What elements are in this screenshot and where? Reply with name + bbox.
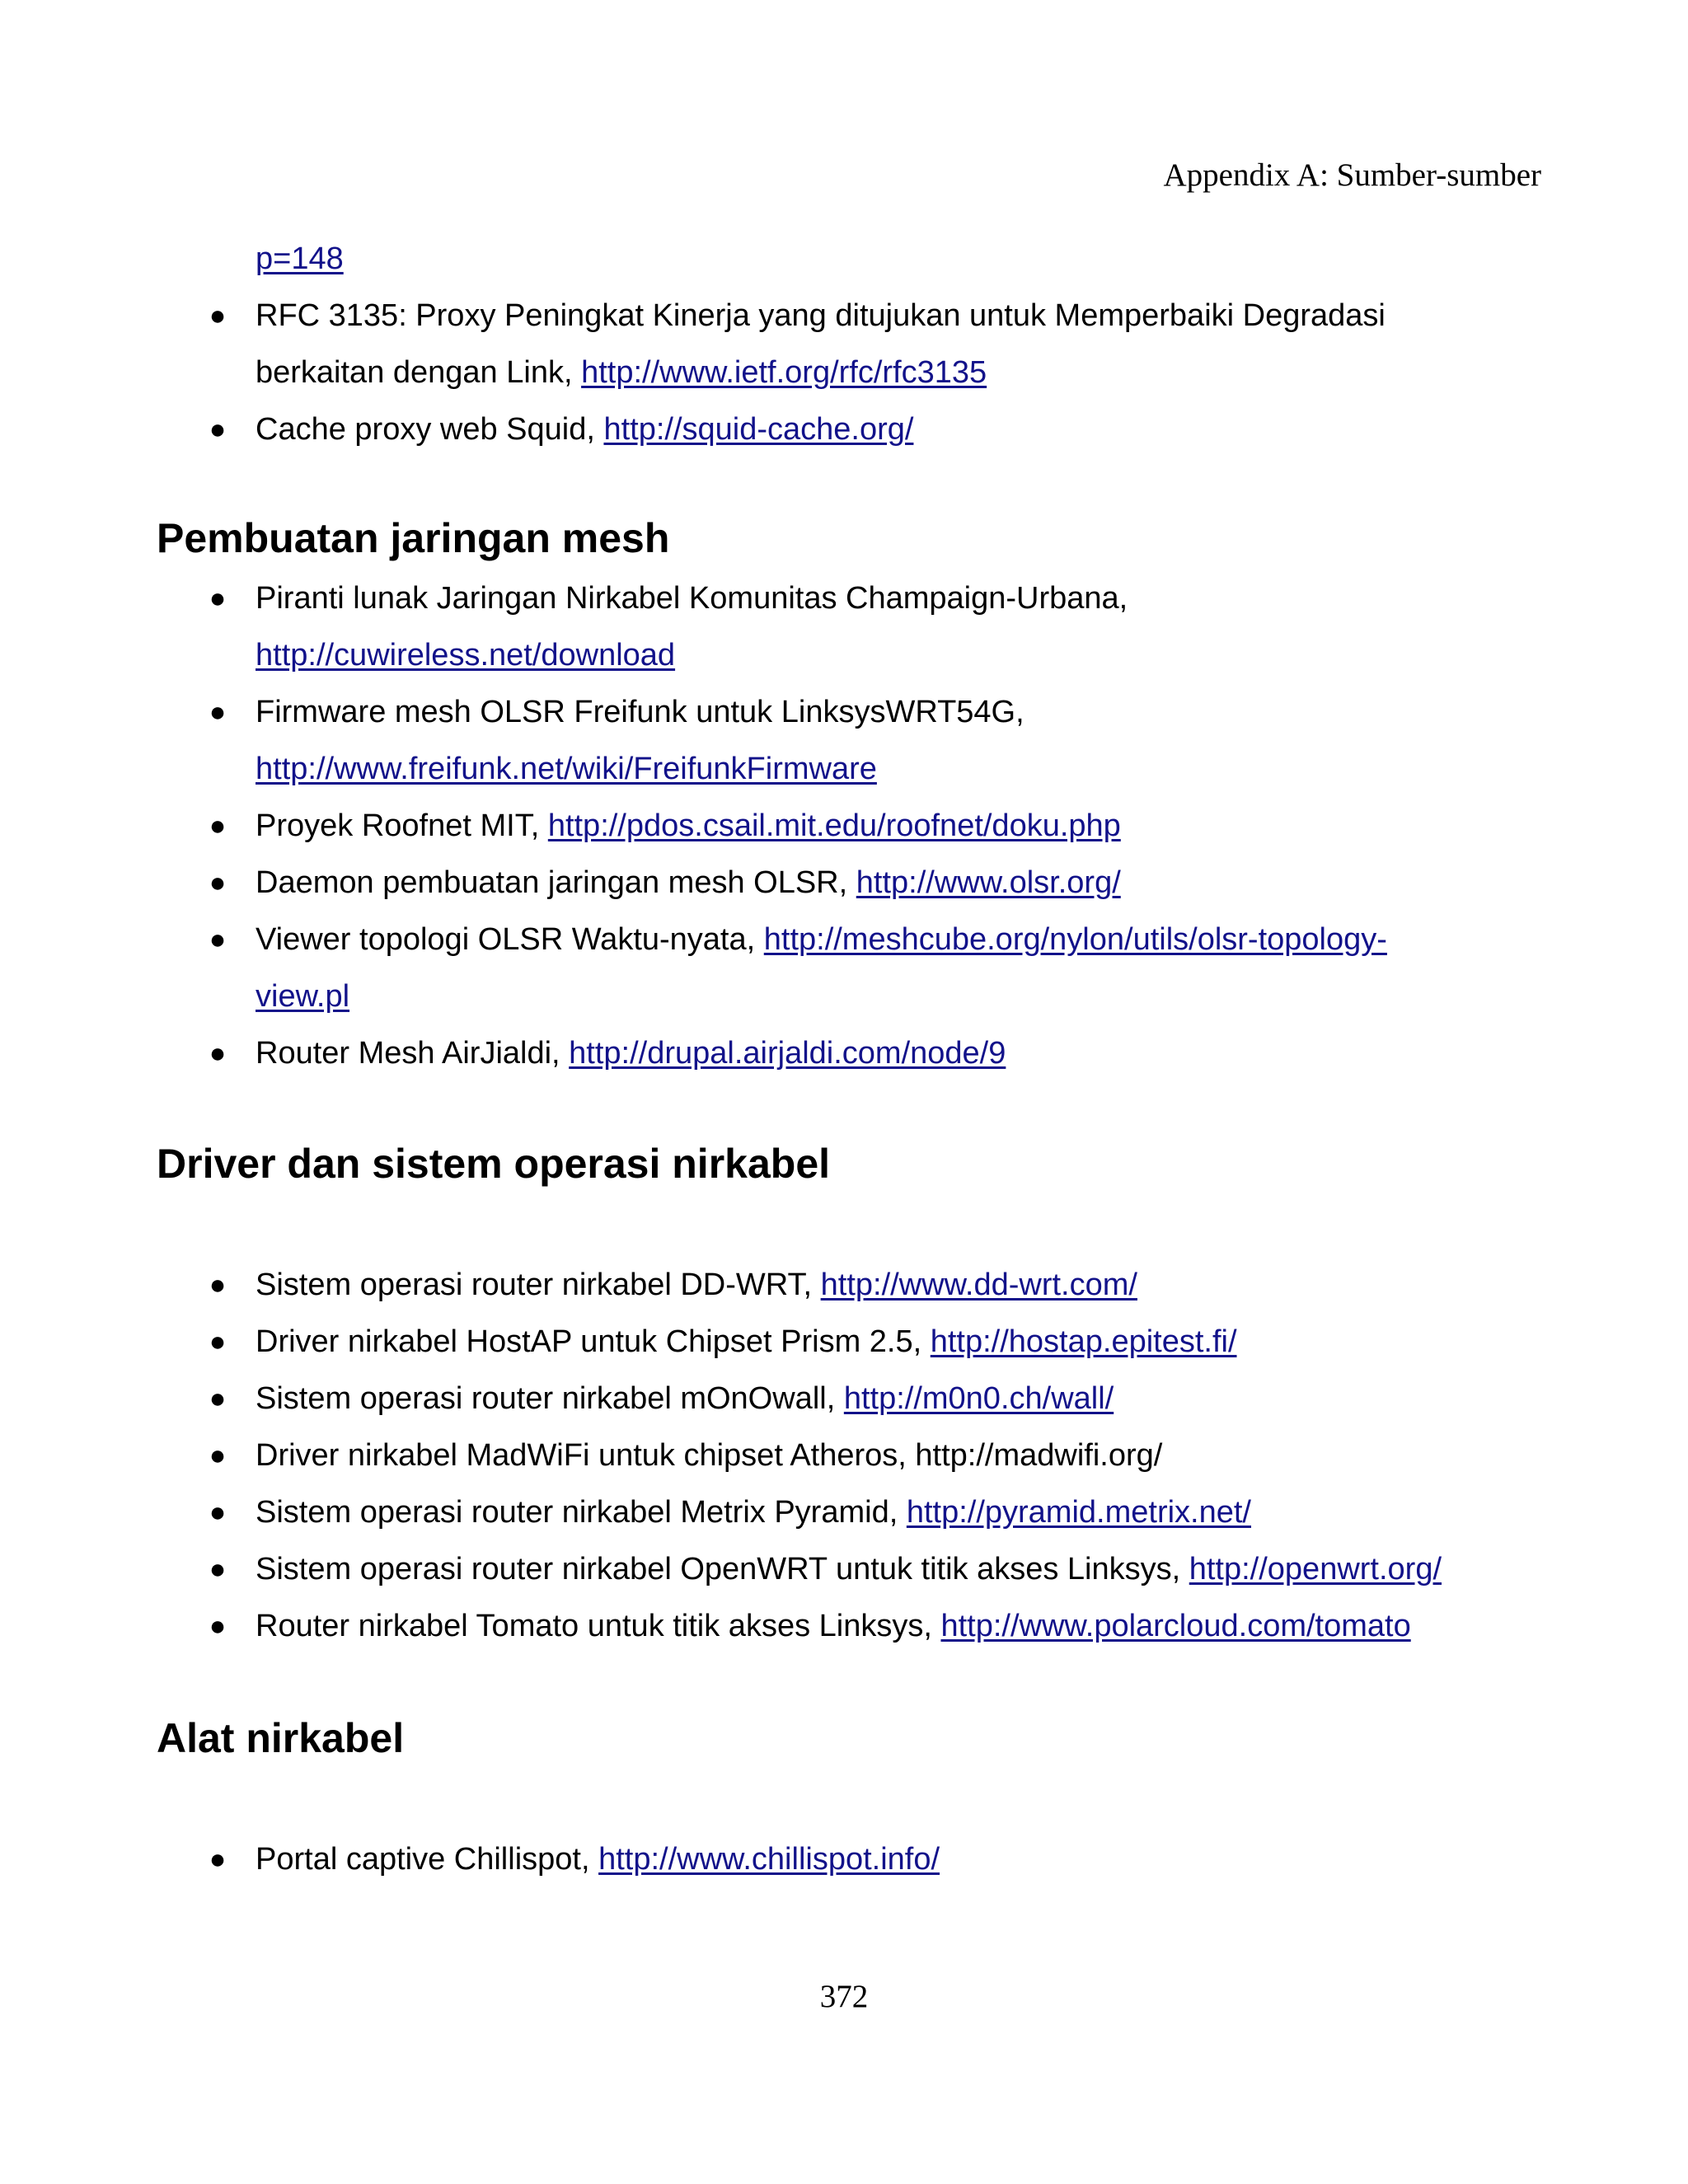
list-item-text: Sistem operasi router nirkabel Metrix Pyramid, [256, 1495, 907, 1530]
hostap-link[interactable]: http://hostap.epitest.fi/ [930, 1324, 1237, 1359]
list-item-continuation [0, 344, 1688, 401]
list-item [0, 1025, 1688, 1082]
list-item-text: Viewer topologi OLSR Waktu-nyata, [256, 922, 764, 957]
section-heading-tools: Alat nirkabel [157, 1715, 405, 1761]
list-item [0, 912, 1688, 968]
bullet-icon: ● [209, 1554, 227, 1585]
list-item [0, 1257, 1688, 1314]
bullet-icon: ● [209, 867, 227, 898]
olsr-link[interactable]: http://www.olsr.org/ [856, 865, 1121, 900]
bullet-icon: ● [209, 583, 227, 614]
list-item-text: Sistem operasi router nirkabel DD-WRT, [256, 1268, 821, 1302]
roofnet-link[interactable]: http://pdos.csail.mit.edu/roofnet/doku.php [547, 808, 1121, 843]
ddwrt-link[interactable]: http://www.dd-wrt.com/ [820, 1268, 1137, 1302]
intro-list [0, 288, 1688, 458]
tomato-link[interactable]: http://www.polarcloud.com/tomato [940, 1609, 1411, 1643]
continued-link-line [0, 231, 1688, 288]
bullet-icon: ● [209, 1038, 227, 1069]
madwifi-url: http://madwifi.org/ [915, 1438, 1163, 1473]
list-item [0, 1314, 1688, 1371]
bullet-icon: ● [209, 1497, 227, 1528]
bullet-icon: ● [209, 414, 227, 445]
bullet-icon: ● [209, 1610, 227, 1642]
pyramid-link[interactable]: http://pyramid.metrix.net/ [906, 1495, 1251, 1530]
list-item [0, 1484, 1688, 1541]
list-item [0, 288, 1688, 344]
bullet-icon: ● [209, 810, 227, 841]
list-item [0, 1541, 1688, 1598]
mesh-list [0, 570, 1688, 1082]
meshcube-link-cont[interactable]: view.pl [256, 979, 350, 1014]
m0n0wall-link[interactable]: http://m0n0.ch/wall/ [843, 1381, 1114, 1416]
list-item-text: berkaitan dengan Link, [256, 355, 582, 390]
list-item-continuation [0, 968, 1688, 1025]
openwrt-link[interactable]: http://openwrt.org/ [1189, 1552, 1442, 1586]
bullet-icon: ● [209, 1383, 227, 1414]
list-item [0, 855, 1688, 912]
list-item-text: Portal captive Chillispot, [256, 1842, 599, 1877]
list-item [0, 1598, 1688, 1655]
list-item-text: Daemon pembuatan jaringan mesh OLSR, [256, 865, 856, 900]
list-item [0, 1427, 1688, 1484]
list-item-text: Firmware mesh OLSR Freifunk untuk LinksysWRT54G, [256, 695, 1025, 729]
chillispot-link[interactable]: http://www.chillispot.info/ [598, 1842, 940, 1877]
list-item [0, 570, 1688, 627]
list-item-text: Router Mesh AirJialdi, [256, 1036, 570, 1071]
bullet-icon: ● [209, 1844, 227, 1875]
continued-link[interactable]: p=148 [256, 241, 344, 276]
page-number: 372 [819, 1979, 869, 2014]
section-heading-mesh: Pembuatan jaringan mesh [157, 515, 670, 561]
bullet-icon: ● [209, 696, 227, 728]
list-item [0, 401, 1688, 458]
list-item-continuation [0, 627, 1688, 684]
meshcube-link[interactable]: http://meshcube.org/nylon/utils/olsr-topology- [763, 922, 1387, 957]
list-item-continuation [0, 741, 1688, 798]
list-item-text: Driver nirkabel MadWiFi untuk chipset Atheros, [256, 1438, 916, 1473]
list-item [0, 1831, 1688, 1888]
bullet-icon: ● [209, 1326, 227, 1357]
page-content [0, 231, 1688, 1888]
cuwireless-link[interactable]: http://cuwireless.net/download [256, 638, 676, 673]
list-item-text: Sistem operasi router nirkabel mOnOwall, [256, 1381, 844, 1416]
squid-link[interactable]: http://squid-cache.org/ [603, 412, 914, 447]
bullet-icon: ● [209, 1440, 227, 1471]
list-item-text: Cache proxy web Squid, [256, 412, 604, 447]
list-item-text: RFC 3135: Proxy Peningkat Kinerja yang ditujukan untuk Memperbaiki Degradasi [256, 298, 1386, 333]
list-item-text: Router nirkabel Tomato untuk titik akses Linksys, [256, 1609, 941, 1643]
bullet-icon: ● [209, 1269, 227, 1301]
list-item [0, 798, 1688, 855]
tools-list [0, 1831, 1688, 1888]
list-item [0, 1371, 1688, 1427]
list-item [0, 684, 1688, 741]
running-header: Appendix A: Sumber-sumber [1163, 157, 1541, 193]
bullet-icon: ● [209, 924, 227, 955]
section-heading-drivers: Driver dan sistem operasi nirkabel [157, 1141, 831, 1187]
airjaldi-link[interactable]: http://drupal.airjaldi.com/node/9 [569, 1036, 1006, 1071]
rfc3135-link[interactable]: http://www.ietf.org/rfc/rfc3135 [581, 355, 987, 390]
list-item-text: Driver nirkabel HostAP untuk Chipset Prism 2.5, [256, 1324, 931, 1359]
list-item-text: Piranti lunak Jaringan Nirkabel Komunitas Champaign-Urbana, [256, 581, 1128, 616]
list-item-text: Sistem operasi router nirkabel OpenWRT untuk titik akses Linksys, [256, 1552, 1189, 1586]
freifunk-link[interactable]: http://www.freifunk.net/wiki/FreifunkFirmware [256, 752, 877, 786]
bullet-icon: ● [209, 300, 227, 331]
drivers-list [0, 1257, 1688, 1655]
list-item-text: Proyek Roofnet MIT, [256, 808, 548, 843]
